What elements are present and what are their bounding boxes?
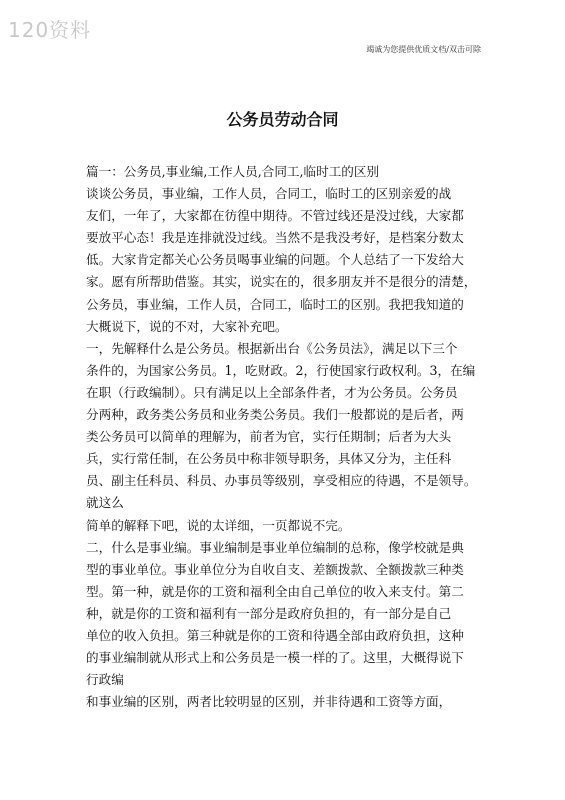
text-line: 简单的解释下吧，说的太详细，一页都说不完。 bbox=[86, 517, 351, 533]
text-line: 条件的，为国家公务员。1，吃财政。2，行使国家行政权利。3，在编 bbox=[86, 362, 476, 378]
text-line: 家。愿有所帮助借鉴。其实，说实在的，很多朋友并不是很分的清楚， bbox=[86, 274, 477, 290]
text-line: 篇一：公务员,事业编,工作人员,合同工,临时工的区别 bbox=[86, 164, 380, 179]
text-line: 和事业编的区别，两者比较明显的区别，并非待遇和工资等方面， bbox=[86, 694, 452, 710]
document-body bbox=[86, 161, 482, 713]
text-line: 型的事业单位。事业单位分为自收自支、差额拨款、全额拨款三种类 bbox=[86, 561, 464, 577]
text-line: 种，就是你的工资和福利有一部分是政府负担的，有一部分是自己 bbox=[86, 605, 452, 621]
text-line: 类公务员可以简单的理解为，前者为官，实行任期制；后者为大头 bbox=[86, 429, 452, 445]
text-line: 就这么 bbox=[86, 495, 124, 511]
text-line: 友们，一年了，大家都在彷徨中期待。不管过线还是没过线，大家都 bbox=[86, 208, 464, 224]
text-line: 二，什么是事业编。事业编制是事业单位编制的总称，像学校就是典 bbox=[86, 539, 464, 555]
text-line: 型。第一种，就是你的工资和福利全由自己单位的收入来支付。第二 bbox=[86, 583, 464, 599]
watermark-logo: 120资料 bbox=[8, 18, 92, 42]
text-line: 要放平心态！我是连排就没过线。当然不是我没考好，是档案分数太 bbox=[86, 230, 464, 246]
text-line: 大概说下，说的不对，大家补充吧。 bbox=[86, 318, 288, 334]
text-line: 单位的收入负担。第三种就是你的工资和待遇全部由政府负担，这种 bbox=[86, 627, 464, 643]
text-line: 在职（行政编制）。只有满足以上全部条件者，才为公务员。公务员 bbox=[86, 384, 458, 400]
text-line: 行政编 bbox=[86, 672, 124, 688]
text-line: 低。大家肯定都关心公务员喝事业编的问题。个人总结了一下发给大 bbox=[86, 252, 464, 268]
text-line: 一，先解释什么是公务员。根据新出台《公务员法》，满足以下三个 bbox=[86, 340, 458, 356]
text-line: 的事业编制就从形式上和公务员是一模一样的了。这里，大概得说下 bbox=[86, 650, 464, 666]
text-line: 员、副主任科员、科员、办事员等级别，享受相应的待遇，不是领导。 bbox=[86, 473, 477, 489]
text-line: 公务员，事业编，工作人员，合同工，临时工的区别。我把我知道的 bbox=[86, 296, 464, 312]
page-title: 公务员劳动合同 bbox=[226, 110, 339, 129]
text-line: 分两种，政务类公务员和业务类公务员。我们一般都说的是后者，两 bbox=[86, 407, 464, 423]
text-line: 兵，实行常任制，在公务员中称非领导职务，具体又分为，主任科 bbox=[86, 451, 452, 467]
text-line: 谈谈公务员，事业编，工作人员，合同工，临时工的区别亲爱的战 bbox=[86, 186, 452, 202]
header-note: 竭诚为您提供优质文档/双击可除 bbox=[366, 45, 481, 54]
